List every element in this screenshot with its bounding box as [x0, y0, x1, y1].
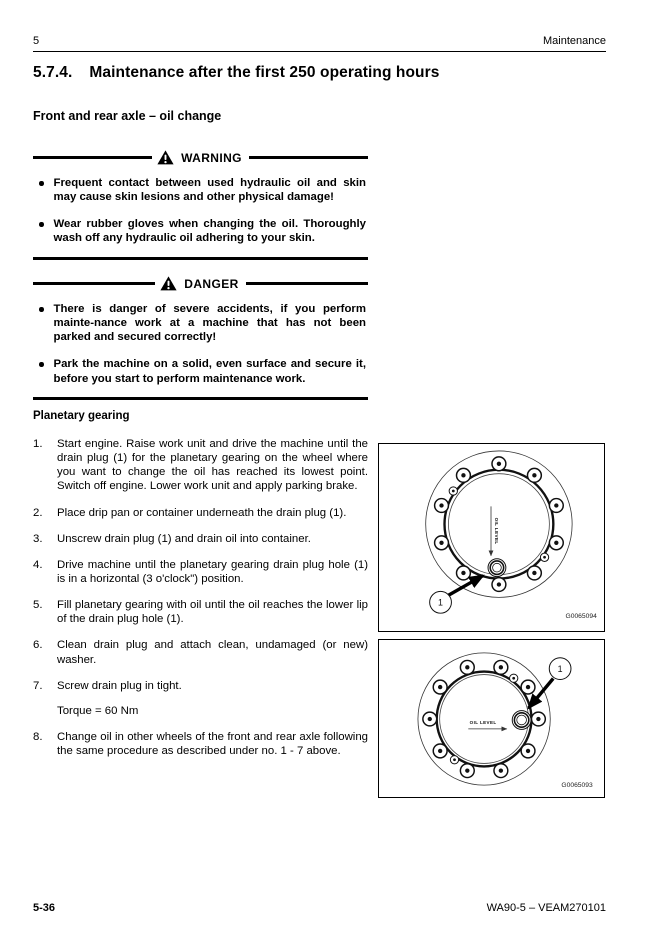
flange-bolt-center	[461, 571, 465, 575]
planetary-hub-drawing-2	[379, 640, 604, 797]
dowel-hole-center	[512, 677, 515, 680]
flange-bolt-center	[497, 582, 501, 586]
flange-bolt-center	[532, 473, 536, 477]
flange-bolt-center	[554, 503, 558, 507]
flange-bolt-center	[526, 749, 530, 753]
flange-bolt-center	[428, 717, 432, 721]
alert-bullet-item	[33, 176, 368, 204]
step-text: Place drip pan or container underneath the drain plug (1).	[57, 506, 347, 519]
danger-triangle-icon	[160, 276, 177, 291]
page-footer	[33, 902, 606, 914]
flange-bolt-center	[439, 541, 443, 545]
step-torque-note: Torque = 60 Nm	[57, 704, 139, 717]
alert-bullet-item	[33, 217, 368, 245]
section-title	[33, 64, 606, 82]
flange-bolt-center	[499, 768, 503, 772]
step-number: 2.	[33, 506, 43, 519]
flange-bolt-center	[497, 462, 501, 466]
warning-triangle-icon	[157, 150, 174, 165]
oil-level-label: OIL LEVEL	[493, 517, 499, 545]
flange-bolt-center	[461, 473, 465, 477]
rule-left	[33, 156, 152, 159]
step-number: 1.	[33, 438, 43, 450]
rule-bottom	[33, 257, 368, 260]
step-text: Unscrew drain plug (1) and drain oil into container.	[57, 532, 311, 545]
step-item	[33, 730, 368, 758]
warning-items	[33, 176, 368, 246]
danger-box	[33, 276, 368, 400]
step-number: 3.	[33, 532, 43, 545]
rule-bottom	[33, 397, 368, 400]
warning-box	[33, 150, 368, 260]
step-number: 5.	[33, 599, 43, 612]
step-item	[33, 638, 368, 666]
step-item	[33, 437, 368, 494]
bullet-dot	[39, 307, 44, 312]
subsection-heading: Planetary gearing	[33, 410, 130, 422]
warning-label: WARNING	[181, 150, 242, 165]
step-text: Drive machine until the planetary gearing drain plug hole (1) is in a horizontal (3 o'clock") position.	[57, 558, 368, 585]
alert-bullet-text: Frequent contact between used hydraulic oil and skin may cause skin lesions and other physical damage!	[53, 177, 366, 204]
footer-document-code: WA90-5 – VEAM270101	[486, 902, 606, 914]
danger-label: DANGER	[184, 276, 239, 291]
dowel-hole-center	[543, 556, 546, 559]
warning-header	[33, 150, 368, 165]
step-number: 4.	[33, 558, 43, 571]
alert-bullet-item	[33, 357, 368, 385]
page-header	[33, 35, 606, 52]
flange-bolt-center	[526, 685, 530, 689]
step-text: Clean drain plug and attach clean, undamaged (or new) washer.	[57, 639, 368, 666]
dowel-hole-center	[452, 490, 455, 493]
section-title-text: Maintenance after the first 250 operating hours	[89, 64, 440, 81]
flange-bolt-center	[465, 768, 469, 772]
rule-right	[249, 156, 368, 159]
figure-code: G0065093	[561, 782, 593, 790]
step-number: 8.	[33, 730, 43, 743]
flange-bolt-center	[465, 665, 469, 669]
section-title-number: 5.7.4.	[33, 64, 73, 81]
alert-bullet-text: There is danger of severe accidents, if you perform mainte-nance work at a machine that has not been parked and secured correctly!	[53, 303, 366, 344]
flange-bolt-center	[536, 717, 540, 721]
header-chapter-number: 5	[33, 35, 40, 47]
danger-header	[33, 276, 368, 291]
flange-bolt-center	[554, 541, 558, 545]
figure-drain-plug-3oclock	[378, 639, 605, 798]
bullet-dot	[39, 181, 44, 186]
step-text: Fill planetary gearing with oil until the oil reaches the lower lip of the drain plug hole (1).	[57, 599, 368, 626]
callout-number: 1	[438, 597, 444, 608]
figure-code: G0065094	[565, 613, 597, 621]
procedure-steps	[33, 437, 368, 770]
alert-bullet-text: Wear rubber gloves when changing the oil. Thoroughly wash off any hydraulic oil adhering to your skin.	[53, 218, 366, 245]
callout-number: 1	[557, 663, 563, 674]
rule-left	[33, 282, 155, 285]
header-chapter-title: Maintenance	[543, 35, 606, 47]
flange-bolt-center	[438, 749, 442, 753]
danger-items	[33, 302, 368, 386]
bullet-dot	[39, 362, 44, 367]
oil-level-label: OIL LEVEL	[469, 719, 497, 725]
step-item	[33, 558, 368, 586]
alert-bullet-text: Park the machine on a solid, even surface and secure it, before you start to perform maintenance work.	[53, 358, 366, 385]
bullet-dot	[39, 222, 44, 227]
alert-bullet-item	[33, 302, 368, 344]
step-text: Screw drain plug in tight.	[57, 679, 182, 692]
planetary-hub-drawing-1	[379, 444, 604, 631]
step-text: Change oil in other wheels of the front and rear axle following the same procedure as described under no. 1 - 7 above.	[57, 730, 368, 758]
step-item	[33, 506, 368, 520]
flange-bolt-center	[438, 685, 442, 689]
step-text: Start engine. Raise work unit and drive the machine until the drain plug (1) for the planetary gearing on the wheel where you want to change the oil has reached its lowest point. Switch off engine. Lower work unit and apply parking brake.	[57, 438, 368, 493]
step-number: 7.	[33, 679, 43, 692]
page-subtitle: Front and rear axle – oil change	[33, 109, 222, 123]
flange-bolt-center	[532, 571, 536, 575]
rule-right	[246, 282, 368, 285]
flange-bolt-center	[439, 503, 443, 507]
step-item	[33, 532, 368, 546]
step-item	[33, 598, 368, 626]
flange-bolt-center	[499, 665, 503, 669]
step-number: 6.	[33, 639, 43, 652]
step-item	[33, 679, 368, 718]
footer-page-number: 5-36	[33, 902, 56, 914]
figure-drain-plug-bottom	[378, 443, 605, 632]
dowel-hole-center	[453, 758, 456, 761]
